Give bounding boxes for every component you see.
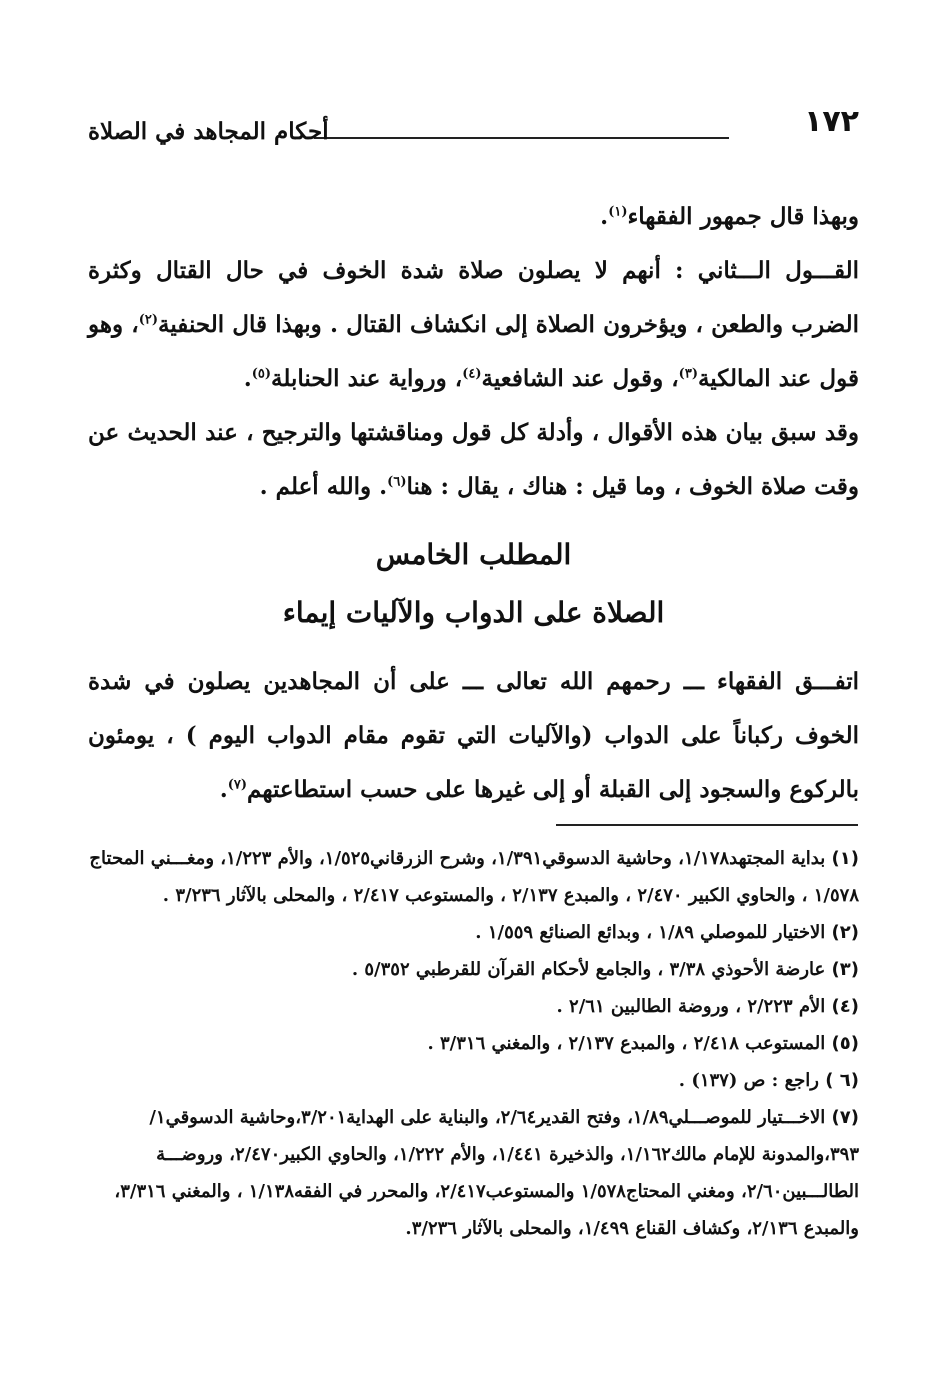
text-run: . — [219, 776, 228, 803]
page-number: ١٧٢ — [804, 104, 859, 139]
paragraph — [88, 406, 859, 514]
text-run: اتفـــق الفقهاء ـــ رحمهم الله تعالى ـــ على أن المجاهدين يصلون في شدة الخوف ركباناً على الدواب (والآليات التي تقوم مقام الدواب اليوم ) ، يومئون بالركوع والسجود إلى القبلة أو إلى غيرها على حسب استطاعتهم — [88, 668, 859, 803]
footnote-number: (٢) — [831, 922, 859, 943]
section-label: المطلب الخامس — [375, 538, 572, 571]
footnote — [88, 988, 859, 1025]
footnote-number: (٥) — [831, 1033, 859, 1054]
text-run: ، وقول عند الشافعية — [481, 365, 679, 392]
paragraph — [88, 244, 859, 406]
footnote-text: الاختيار للموصلي ١/٨٩ ، وبدائع الصنائع ١/٥٥٩ . — [475, 922, 826, 943]
text-run: . — [243, 365, 252, 392]
footnote — [88, 1062, 859, 1099]
footnote — [88, 840, 859, 914]
footnote-text: المستوعب ٢/٤١٨ ، والمبدع ٢/١٣٧ ، والمغني ٣/٣١٦ . — [427, 1033, 826, 1054]
footnote — [88, 1025, 859, 1062]
footnote-ref: (١) — [608, 204, 628, 220]
section-title: الصلاة على الدواب والآليات إيماء — [282, 596, 665, 629]
footnote-ref: (٣) — [678, 366, 698, 382]
footnote — [88, 1099, 859, 1247]
footnote-number: (٧) — [831, 1107, 859, 1128]
footnote-ref: (٦) — [387, 474, 407, 490]
footnote — [88, 914, 859, 951]
footnote-number: (٤) — [831, 996, 859, 1017]
section-text — [88, 655, 859, 817]
footnote-text: عارضة الأحوذي ٣/٣٨ ، والجامع لأحكام القرآن للقرطبي ٥/٣٥٢ . — [351, 959, 826, 980]
text-run: القـــول الـــثاني : أنهم لا يصلون صلاة شدة الخوف في حال القتال وكثرة الضرب والطعن ، ويؤخرون الصلاة إلى انكشاف القتال . وبهذا قال الحنفية — [88, 257, 859, 338]
footnote-text: راجع : ص (١٣٧) . — [678, 1070, 819, 1091]
footnote — [88, 951, 859, 988]
text-run: ، وهو قول عند المالكية — [88, 311, 859, 392]
text-run: . — [600, 203, 609, 230]
running-title: أحكام المجاهد في الصلاة — [88, 118, 329, 145]
footnote-ref: (٥) — [251, 366, 272, 382]
footnote-text: الاخـــتيار للموصـــلي١/٨٩، وفتح القدير٢/٦٤، والبناية على الهداية٣/٢٠١،وحاشية الدسوقي١/ ٣٩٣،والمدونة للإمام مالك١/١٦٢، والذخيرة ١/٤٤١، والأم ١/٢٢٢، والحاوي الكبير٢/٤٧٠، وروضـــة الطالـــبين٢/٦٠، ومغني المحتاج١/٥٧٨ والمستوعب٢/٤١٧، والمحرر في الفقه١/١٣٨ ، والمغني ٣/٣١٦، والمبدع ٢/١٣٦، وكشاف القناع ١/٤٩٩، والمحلى بالآثار ٣/٢٣٦. — [114, 1107, 859, 1239]
footnotes — [88, 840, 859, 1247]
main-text — [88, 190, 859, 514]
text-run: . والله أعلم . — [259, 473, 388, 500]
footnote-ref: (٧) — [227, 777, 248, 793]
footnote-number: (٦ ) — [825, 1070, 859, 1091]
footnote-rule — [556, 824, 858, 826]
text-run: وبهذا قال جمهور الفقهاء — [627, 203, 859, 230]
footnote-number: (٣) — [831, 959, 859, 980]
text-run: ، ورواية عند الحنابلة — [271, 365, 463, 392]
text-run: وقد سبق بيان هذه الأقوال ، وأدلة كل قول ومناقشتها والترجيح ، عند الحديث عن وقت صلاة الخوف ، وما قيل : هناك ، يقال : هنا — [88, 419, 859, 500]
paragraph — [88, 190, 859, 244]
paragraph — [88, 655, 859, 817]
footnote-ref: (٤) — [462, 366, 482, 382]
footnote-text: الأم ٢/٢٢٣ ، وروضة الطالبين ٢/٦١ . — [556, 996, 826, 1017]
footnote-number: (١) — [831, 848, 859, 869]
page-header — [88, 100, 859, 150]
footnote-ref: (٢) — [138, 312, 159, 328]
header-rule — [314, 137, 729, 139]
footnote-text: بداية المجتهد١/١٧٨، وحاشية الدسوقي١/٣٩١، وشرح الزرقاني١/٥٢٥، والأم ١/٢٢٣، ومغـــني المحتاج ١/٥٧٨ ، والحاوي الكبير ٢/٤٧٠ ، والمبدع ٢/١٣٧ ، والمستوعب ٢/٤١٧ ، والمحلى بالآثار ٣/٢٣٦ . — [89, 848, 859, 906]
